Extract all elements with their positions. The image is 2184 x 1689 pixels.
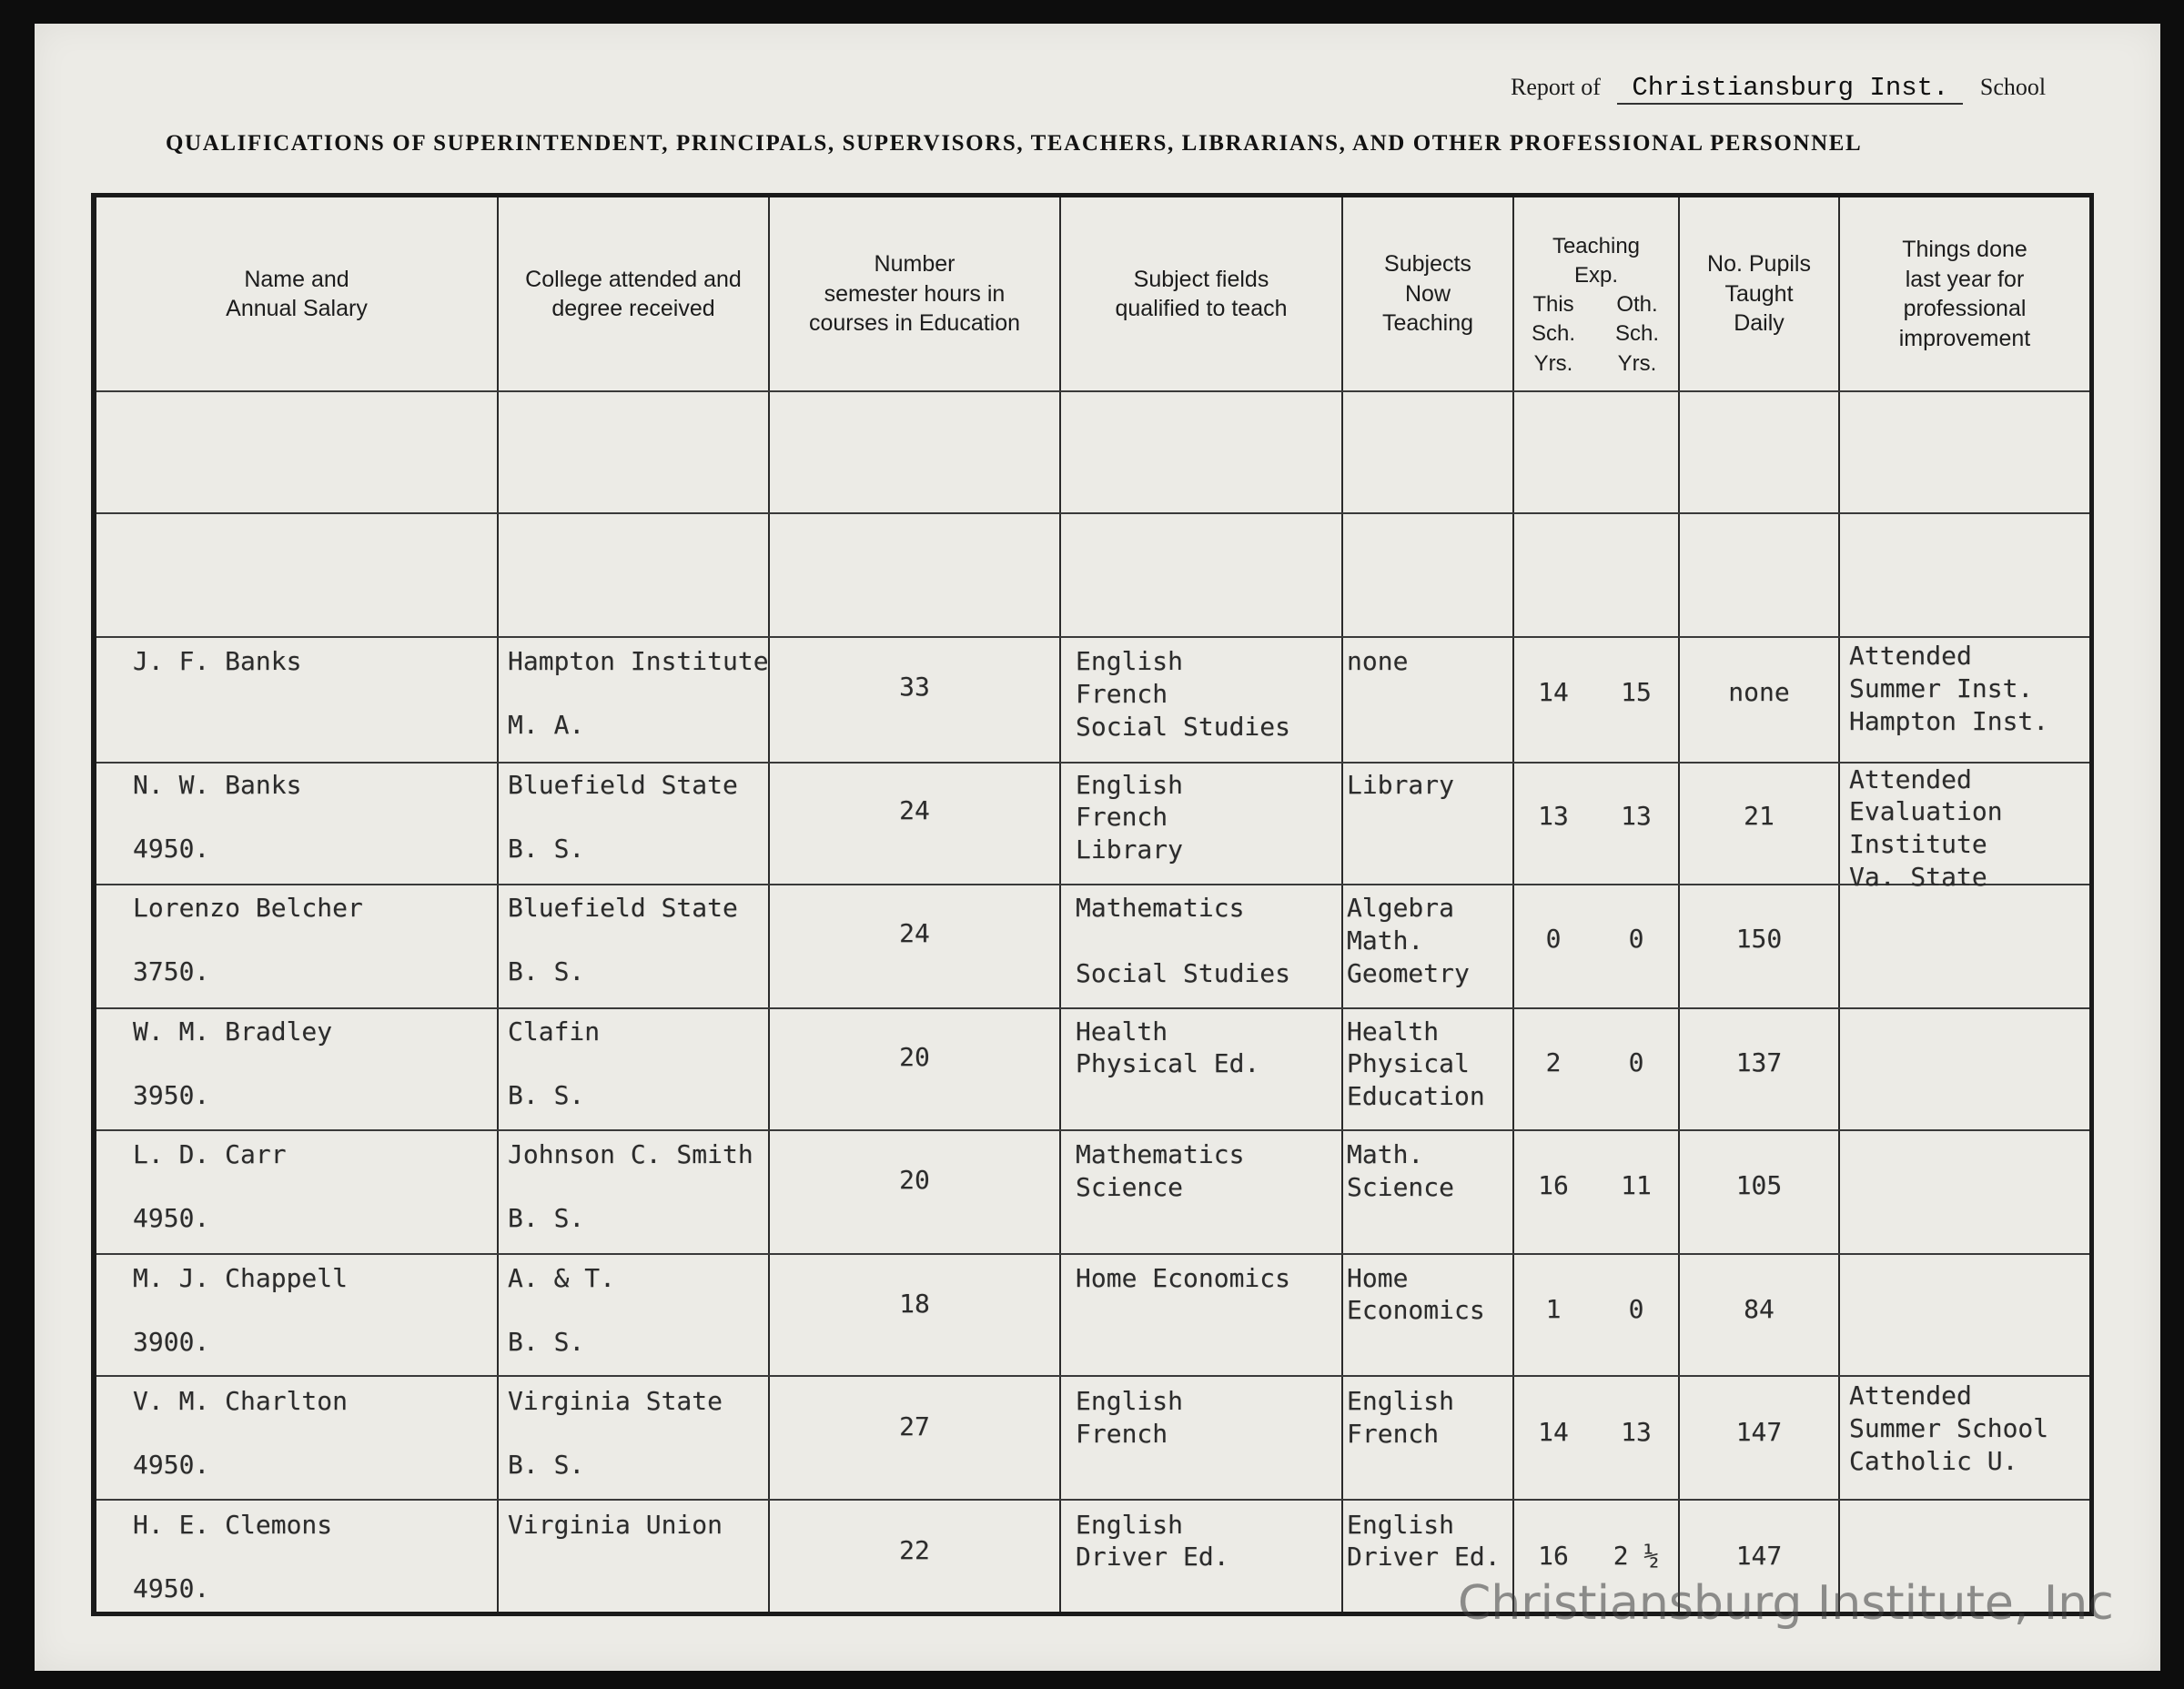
cell-hours: 18 xyxy=(899,1288,930,1319)
cell-college: A. & T. xyxy=(508,1262,616,1293)
cell-oth: 13 xyxy=(1621,800,1652,831)
cell-fields: Health Physical Ed. xyxy=(1076,1016,1260,1079)
cell-now: Algebra Math. Geometry xyxy=(1347,893,1470,988)
column-divider xyxy=(1678,197,1680,1612)
column-divider xyxy=(1838,197,1840,1612)
cell-pupils: 147 xyxy=(1735,1417,1783,1447)
cell-degree: B. S. xyxy=(508,1079,585,1110)
cell-degree: M. A. xyxy=(508,710,585,740)
cell-hours: 20 xyxy=(899,1165,930,1195)
cell-this: 16 xyxy=(1538,1170,1569,1200)
cell-college: Hampton Institute xyxy=(508,646,769,676)
header-teaching-exp: Teaching Exp. xyxy=(1552,234,1641,288)
header-label: Number semester hours in courses in Education xyxy=(808,251,1021,337)
cell-name: J. F. Banks xyxy=(133,646,302,676)
cell-oth: 0 xyxy=(1628,924,1644,954)
cell-oth: 2 ½ xyxy=(1613,1540,1660,1571)
cell-hours: 24 xyxy=(899,794,930,825)
cell-name: L. D. Carr xyxy=(133,1139,287,1169)
row-divider xyxy=(96,884,2089,885)
cell-now: Math. Science xyxy=(1347,1139,1455,1202)
cell-this: 2 xyxy=(1545,1047,1562,1077)
cell-this: 16 xyxy=(1538,1540,1569,1571)
school-name: Christiansburg Inst. xyxy=(1617,73,1963,105)
header-label: Subject fields qualified to teach xyxy=(1115,266,1288,321)
cell-pupils: 137 xyxy=(1735,1047,1783,1077)
cell-fields: English French Social Studies xyxy=(1076,646,1291,742)
cell-degree: B. S. xyxy=(508,833,585,864)
cell-this: 14 xyxy=(1538,1417,1569,1447)
cell-oth: 13 xyxy=(1621,1417,1652,1447)
cell-improvement: Attended Evaluation Institute Va. State xyxy=(1849,764,2003,892)
cell-fields: English French xyxy=(1076,1386,1184,1449)
cell-pupils: none xyxy=(1728,677,1790,707)
report-prefix: Report of xyxy=(1511,74,1601,100)
cell-improvement: Attended Summer Inst. Hampton Inst. xyxy=(1849,641,2049,736)
column-divider xyxy=(1341,197,1343,1612)
header-improvement xyxy=(1840,197,2089,390)
cell-oth: 15 xyxy=(1621,677,1652,707)
cell-college: Bluefield State xyxy=(508,769,738,800)
cell-fields: Home Economics xyxy=(1076,1262,1291,1293)
cell-degree: B. S. xyxy=(508,956,585,986)
cell-this: 14 xyxy=(1538,677,1569,707)
cell-salary: 4950. xyxy=(133,1203,210,1233)
header-label: Things done last year for professional improvement xyxy=(1898,237,2031,351)
column-divider xyxy=(1059,197,1061,1612)
cell-fields: English French Library xyxy=(1076,769,1184,865)
cell-now: Library xyxy=(1347,769,1455,800)
row-divider xyxy=(96,762,2089,764)
row-divider xyxy=(96,1007,2089,1009)
row-divider xyxy=(96,1253,2089,1255)
cell-now: Health Physical Education xyxy=(1347,1016,1485,1112)
row-divider xyxy=(96,1499,2089,1501)
cell-salary: 4950. xyxy=(133,833,210,864)
cell-hours: 24 xyxy=(899,918,930,948)
cell-now: none xyxy=(1347,646,1409,676)
cell-degree: B. S. xyxy=(508,1326,585,1357)
cell-college: Johnson C. Smith xyxy=(508,1139,753,1169)
cell-hours: 20 xyxy=(899,1041,930,1072)
cell-pupils: 21 xyxy=(1744,800,1774,831)
cell-pupils: 105 xyxy=(1735,1170,1783,1200)
form-title: QUALIFICATIONS OF SUPERINTENDENT, PRINCIPALS, SUPERVISORS, TEACHERS, LIBRARIANS, AND OTHER PROFESSIONAL PERSONNEL xyxy=(166,131,1863,156)
cell-name: V. M. Charlton xyxy=(133,1386,349,1416)
cell-now: Home Economics xyxy=(1347,1262,1485,1326)
cell-salary: 3900. xyxy=(133,1326,210,1357)
cell-college: Clafin xyxy=(508,1016,601,1047)
cell-fields: English Driver Ed. xyxy=(1076,1509,1229,1573)
header-oth-sch: Oth. Sch. Yrs. xyxy=(1614,292,1660,376)
row-divider xyxy=(96,1129,2089,1131)
cell-name: M. J. Chappell xyxy=(133,1262,349,1293)
cell-name: N. W. Banks xyxy=(133,769,302,800)
cell-oth: 11 xyxy=(1621,1170,1652,1200)
cell-oth: 0 xyxy=(1628,1047,1644,1077)
cell-fields: Mathematics Social Studies xyxy=(1076,893,1291,988)
cell-this: 13 xyxy=(1538,800,1569,831)
header-pupils xyxy=(1680,197,1838,390)
qualifications-table xyxy=(91,193,2094,1616)
cell-pupils: 150 xyxy=(1735,924,1783,954)
cell-hours: 33 xyxy=(899,672,930,702)
header-label: Name and Annual Salary xyxy=(226,266,368,321)
header-semester-hours xyxy=(770,197,1059,390)
header-this-sch: This Sch. Yrs. xyxy=(1531,292,1576,376)
cell-degree: B. S. xyxy=(508,1450,585,1480)
cell-college: Virginia State xyxy=(508,1386,723,1416)
header-subject-fields xyxy=(1061,197,1341,390)
column-divider xyxy=(497,197,499,1612)
cell-salary: 4950. xyxy=(133,1450,210,1480)
school-suffix: School xyxy=(1979,74,2047,100)
cell-college: Bluefield State xyxy=(508,893,738,923)
header-label: College attended and degree received xyxy=(525,266,742,321)
cell-now: English Driver Ed. xyxy=(1347,1509,1501,1573)
watermark: Christiansburg Institute, Inc xyxy=(1458,1576,2114,1631)
row-divider xyxy=(96,1375,2089,1377)
row-divider xyxy=(96,636,2089,638)
cell-now: English French xyxy=(1347,1386,1455,1449)
cell-hours: 27 xyxy=(899,1411,930,1441)
header-label: Subjects Now Teaching xyxy=(1381,251,1474,337)
row-divider xyxy=(96,390,2089,392)
cell-pupils: 84 xyxy=(1744,1293,1774,1324)
cell-pupils: 147 xyxy=(1735,1540,1783,1571)
cell-this: 1 xyxy=(1545,1293,1562,1324)
cell-fields: Mathematics Science xyxy=(1076,1139,1245,1202)
report-of-line xyxy=(1511,73,2046,105)
cell-this: 0 xyxy=(1545,924,1562,954)
cell-hours: 22 xyxy=(899,1534,930,1565)
cell-oth: 0 xyxy=(1628,1293,1644,1324)
cell-salary: 3750. xyxy=(133,956,210,986)
cell-salary: 3950. xyxy=(133,1079,210,1110)
cell-name: H. E. Clemons xyxy=(133,1509,333,1540)
cell-name: Lorenzo Belcher xyxy=(133,893,363,923)
header-college xyxy=(499,197,768,390)
cell-name: W. M. Bradley xyxy=(133,1016,333,1047)
cell-college: Virginia Union xyxy=(508,1509,723,1540)
cell-improvement: Attended Summer School Catholic U. xyxy=(1849,1381,2049,1476)
header-subjects-now xyxy=(1343,197,1512,390)
cell-salary: 4950. xyxy=(133,1573,210,1603)
document-page xyxy=(35,24,2160,1671)
header-label: No. Pupils Taught Daily xyxy=(1707,251,1811,337)
cell-degree: B. S. xyxy=(508,1203,585,1233)
row-divider xyxy=(96,512,2089,514)
header-name-salary xyxy=(96,197,497,390)
